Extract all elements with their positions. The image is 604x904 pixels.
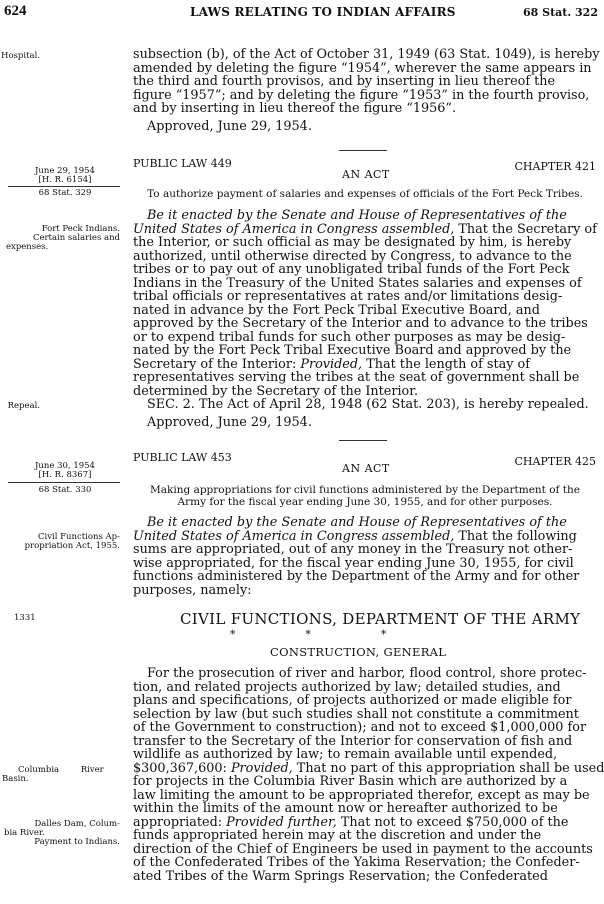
- text-line: tribes or to pay out of any unobligated tribal funds of the Fort Peck: [133, 262, 570, 277]
- text-line: Secretary of the Interior:: [133, 356, 301, 372]
- text-line: ated Tribes of the Warm Springs Reservation; the Confederated: [133, 868, 548, 884]
- law453-date-note: June 30, 1954: [35, 461, 95, 471]
- law449-margin-note-2: Certain salaries and: [32, 233, 120, 243]
- law449-public-law: PUBLIC LAW 449: [133, 157, 232, 170]
- page-reference: 1331: [14, 613, 36, 623]
- text-line: funds appropriated herein may at the discretion and under the: [133, 828, 542, 843]
- text-line: subsection (b), of the Act of October 31, 1949 (63 Stat. 1049), is hereby: [133, 47, 600, 62]
- section-separator: [339, 440, 387, 441]
- law453-purpose: [133, 484, 597, 508]
- running-title: LAWS RELATING TO INDIAN AFFAIRS: [190, 5, 456, 19]
- text-line: tribal officials or representatives at rates and/or limitations desig-: [133, 289, 563, 304]
- text-line: within the limits of the amount now or hereafter authorized to be: [133, 801, 558, 816]
- text-line: nated by the Fort Peck Tribal Executive Board and approved by the: [133, 343, 572, 358]
- proviso-italic: Provided,: [230, 760, 293, 776]
- margin-note-columbia-2: Basin.: [2, 774, 29, 784]
- text-line: wildlife as authorized by law; to remain available until expended,: [133, 747, 558, 762]
- law449-margin-note-3: expenses.: [6, 242, 49, 252]
- law453-bill-note: [H. R. 8367]: [38, 470, 92, 480]
- margin-note-columbia: Columbia River: [18, 765, 104, 775]
- text-line: amended by deleting the figure “1954”, wherever the same appears in: [133, 60, 592, 76]
- margin-note-dalles-1: Dalles Dam, Colum-: [34, 819, 120, 829]
- enacting-clause-italic: United States of America in Congress assembled,: [133, 528, 455, 544]
- proviso-italic: Provided further,: [226, 814, 337, 830]
- construction-paragraph: [133, 666, 604, 884]
- text-line: transfer to the Secretary of the Interior for conservation of fish and: [133, 733, 573, 749]
- text-line: That no part of this appropriation shall be used: [292, 760, 604, 776]
- approved-line: Approved, June 29, 1954.: [147, 414, 312, 430]
- margin-note-dalles-2: bia River.: [4, 828, 45, 838]
- text-line: wise appropriated, for the fiscal year ending June 30, 1955, for civil: [133, 555, 574, 571]
- stat-reference: 68 Stat. 322: [523, 6, 598, 19]
- margin-note-hospital: Hospital.: [1, 51, 40, 61]
- law453-margin-note-2: propriation Act, 1955.: [24, 541, 120, 551]
- text-line: law limiting the amount to be appropriated therefor, except as may be: [133, 787, 590, 803]
- law453-public-law: PUBLIC LAW 453: [133, 451, 232, 464]
- text-line: purposes, namely:: [133, 582, 252, 598]
- margin-rule: [8, 186, 120, 187]
- enacting-clause: Be it enacted by the Senate and House of Representatives of the: [147, 515, 567, 530]
- proviso-italic: Provided,: [300, 356, 363, 372]
- text-line: or to expend tribal funds for such other purposes as may be desig-: [133, 329, 566, 345]
- text-line: selection by law (but such studies shall not constitute a commitment: [133, 706, 579, 722]
- text-line: appropriated:: [133, 814, 227, 830]
- text-line: of the Government to construction); and not to exceed $1,000,000 for: [133, 720, 587, 735]
- law453-stat-note: 68 Stat. 330: [38, 485, 92, 495]
- top-paragraph: [133, 47, 600, 134]
- law453-chapter: CHAPTER 425: [514, 455, 596, 468]
- text-line: For the prosecution of river and harbor, flood control, shore protec-: [147, 666, 587, 681]
- text-line: That not to exceed $750,000 of the: [336, 814, 569, 830]
- text-line: direction of the Chief of Engineers be used in payment to the accounts: [133, 841, 593, 857]
- section-2-line: SEC. 2. The Act of April 28, 1948 (62 Stat. 203), is hereby repealed.: [147, 397, 589, 412]
- text-line: That the Secretary of: [454, 221, 597, 237]
- text-line: figure “1957”; and by deleting the figure “1953” in the fourth proviso,: [133, 87, 590, 103]
- text-line: That the following: [454, 528, 577, 544]
- enacting-clause: Be it enacted by the Senate and House of Representatives of the: [147, 208, 567, 223]
- law453-act-label: AN ACT: [342, 462, 390, 475]
- text-line: $300,367,600:: [133, 760, 231, 776]
- law449-stat-note: 68 Stat. 329: [38, 188, 92, 198]
- text-line: authorized, until otherwise directed by Congress, to advance to the: [133, 248, 572, 264]
- margin-note-dalles-3: Payment to Indians.: [34, 837, 120, 847]
- purpose-line: Making appropriations for civil functions administered by the Department of the: [150, 484, 580, 496]
- purpose-line: Army for the fiscal year ending June 30, 1955, and for other purposes.: [177, 496, 553, 508]
- ellipsis-stars: * * *: [230, 628, 387, 641]
- page-number: 624: [4, 3, 27, 19]
- law449-margin-note-1: Fort Peck Indians.: [41, 224, 120, 234]
- text-line: sums are appropriated, out of any money in the Treasury not other-: [133, 542, 573, 557]
- section-separator: [339, 150, 387, 151]
- law449-act-label: AN ACT: [342, 168, 390, 181]
- text-line: representatives serving the tribes at the seat of government shall be: [133, 370, 580, 385]
- law449-date-note: June 29, 1954: [35, 166, 95, 176]
- text-line: the third and fourth provisos, and by inserting in lieu thereof the: [133, 74, 556, 89]
- text-line: the Interior, or such official as may be designated by him, is hereby: [133, 235, 572, 250]
- enacting-clause-italic: United States of America in Congress assembled,: [133, 221, 455, 237]
- law449-bill-note: [H. R. 6154]: [38, 175, 92, 185]
- approved-line: Approved, June 29, 1954.: [147, 118, 312, 134]
- text-line: nated in advance by the Fort Peck Tribal Executive Board, and: [133, 302, 540, 318]
- law449-purpose: To authorize payment of salaries and expenses of officials of the Fort Peck Tribes.: [147, 188, 583, 200]
- text-line: determined by the Secretary of the Interior.: [133, 383, 419, 399]
- text-line: approved by the Secretary of the Interior and to advance to the tribes: [133, 316, 588, 331]
- law453-margin-note-1: Civil Functions Ap-: [37, 532, 120, 542]
- text-line: plans and specifications, of projects authorized or made eligible for: [133, 693, 572, 708]
- section-heading: CIVIL FUNCTIONS, DEPARTMENT OF THE ARMY: [180, 610, 581, 628]
- law449-body: [133, 209, 597, 429]
- text-line: That the length of stay of: [362, 356, 530, 372]
- text-line: of the Confederated Tribes of the Yakima Reservation; the Confeder-: [133, 855, 580, 870]
- law453-body: [133, 516, 597, 597]
- sub-heading: CONSTRUCTION, GENERAL: [270, 645, 447, 659]
- text-line: tion, and related projects authorized by law; detailed studies, and: [133, 679, 561, 695]
- law449-chapter: CHAPTER 421: [514, 160, 596, 173]
- text-line: functions administered by the Department of the Army and for other: [133, 569, 580, 584]
- margin-rule: [8, 482, 120, 483]
- text-line: for projects in the Columbia River Basin which are authorized by a: [133, 774, 568, 789]
- text-line: Indians in the Treasury of the United States salaries and expenses of: [133, 275, 582, 291]
- law449-repeal-note: Repeal.: [7, 401, 40, 411]
- text-line: and by inserting in lieu thereof the figure “1956”.: [133, 101, 457, 116]
